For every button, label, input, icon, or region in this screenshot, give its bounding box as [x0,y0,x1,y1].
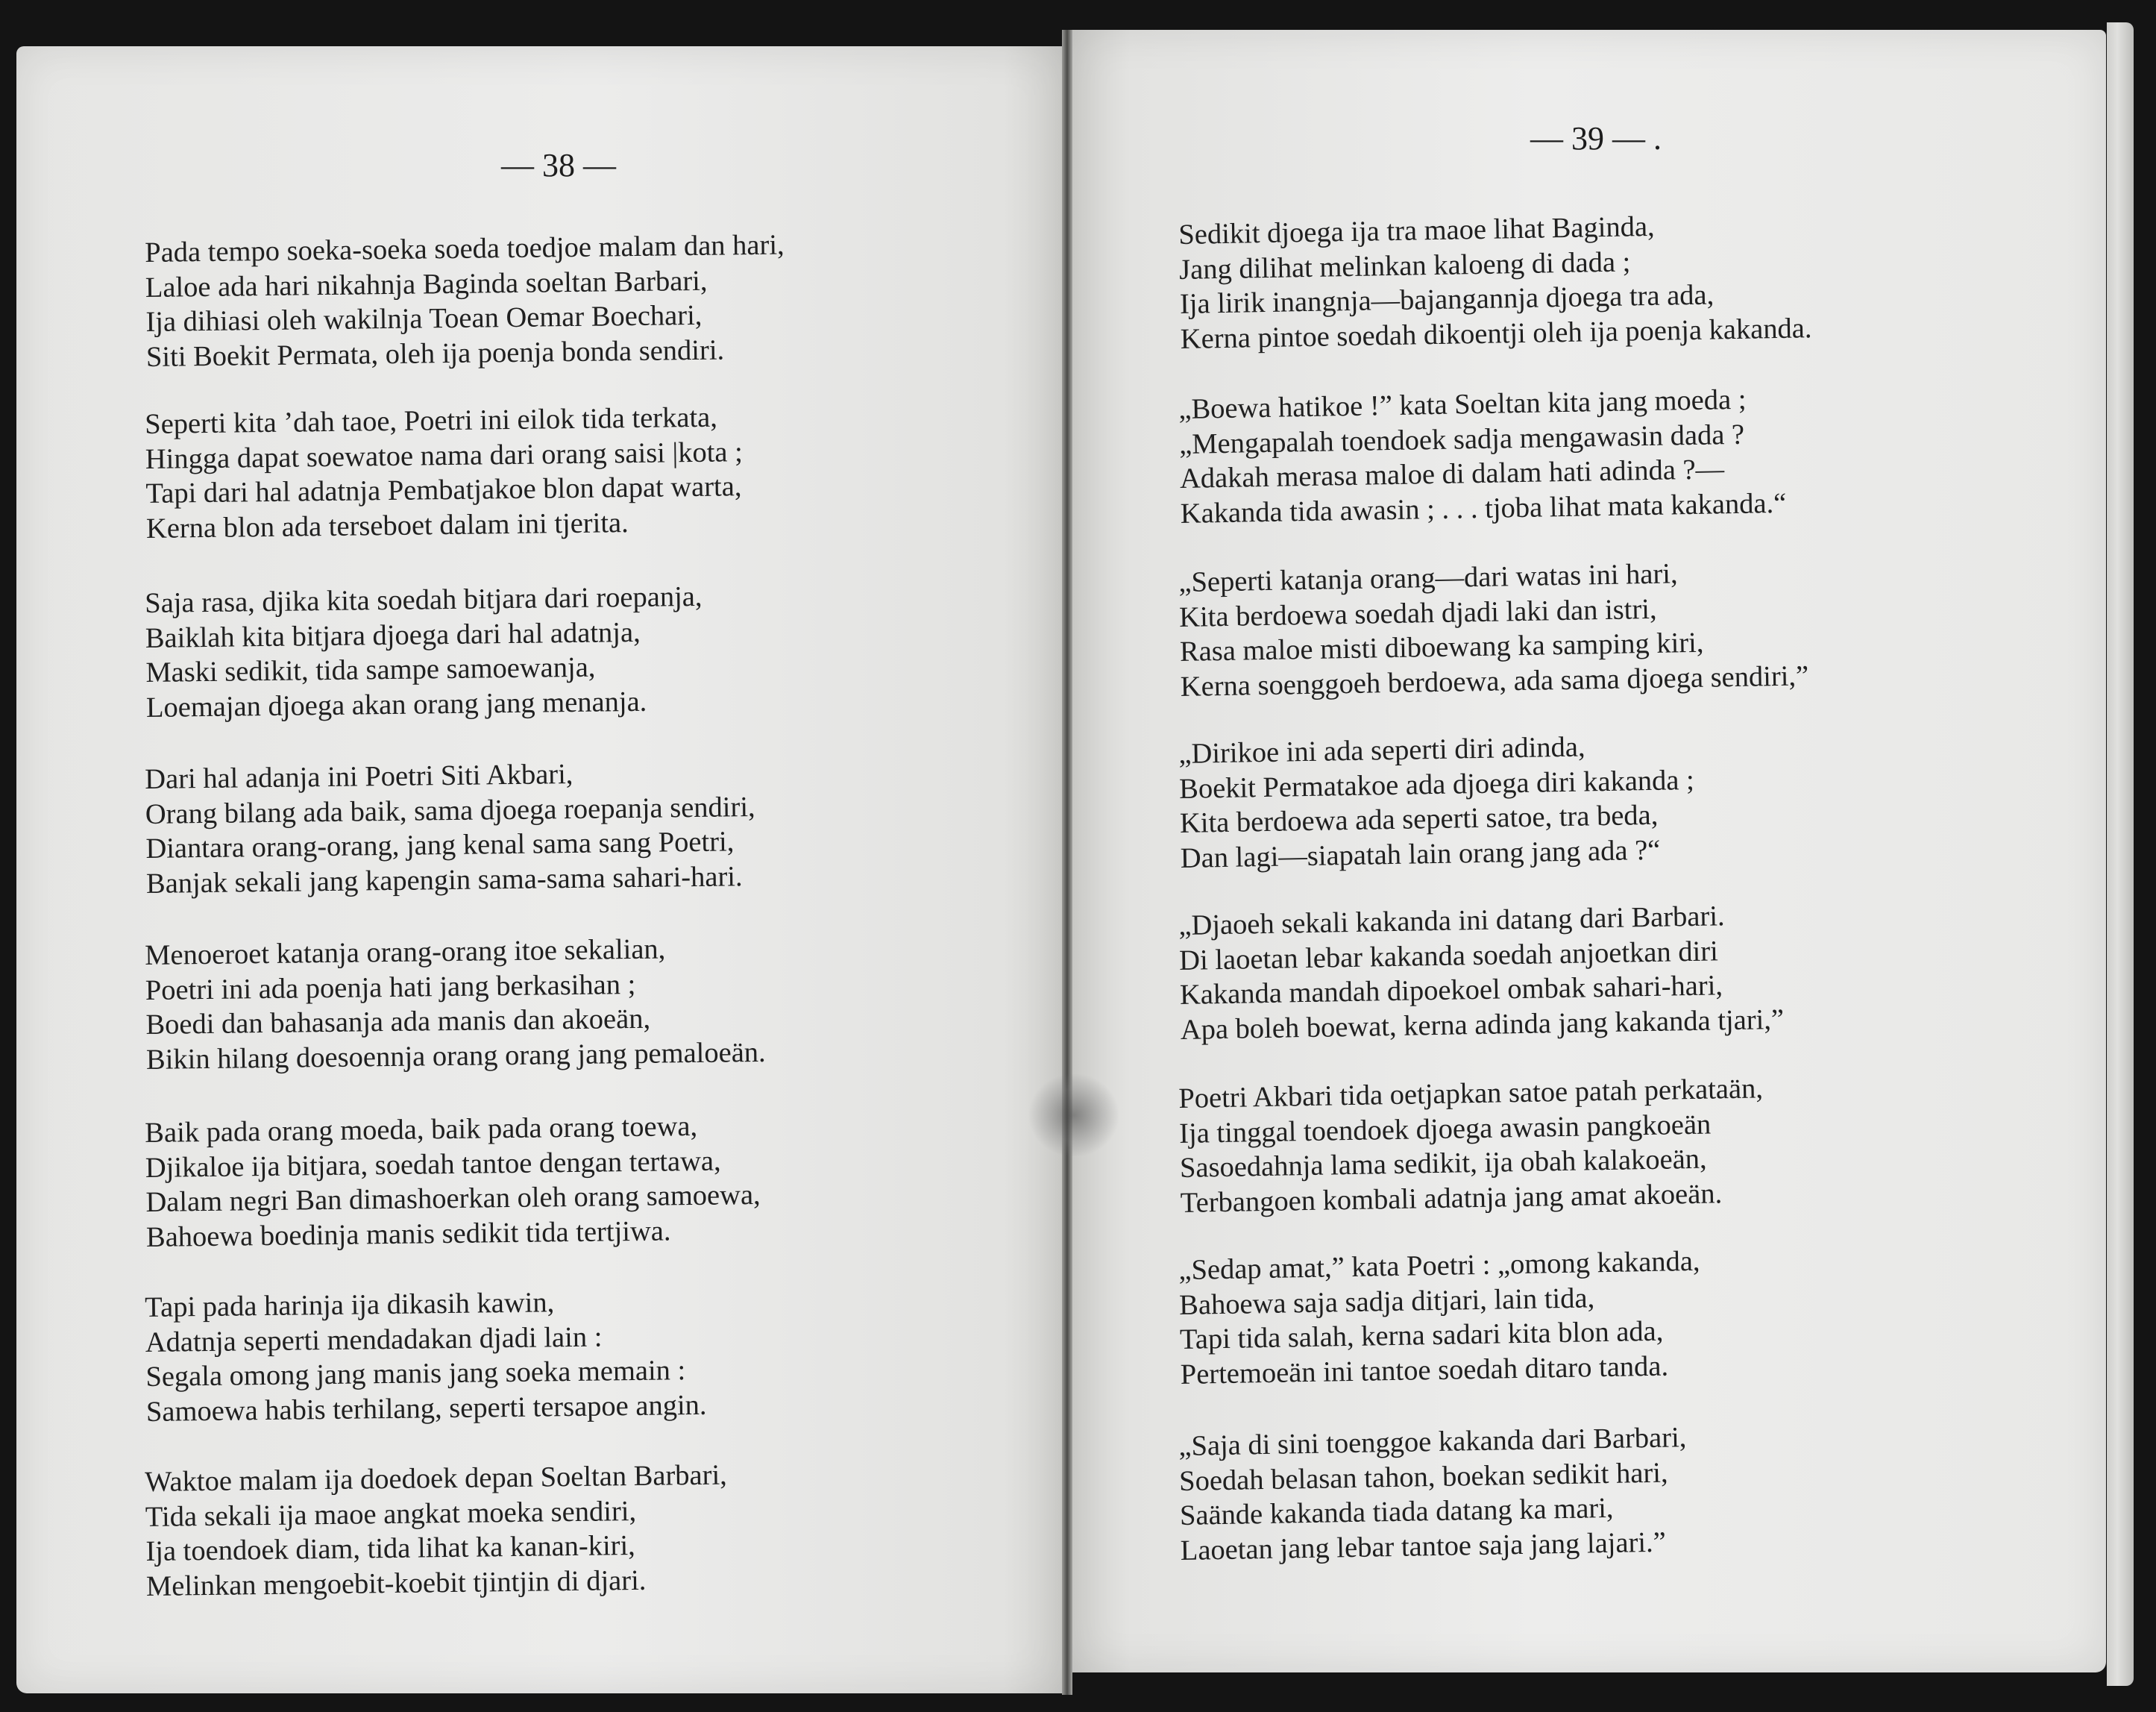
verse-line: Poetri Akbari tida oetjapkan satoe patah perkataän, [1178,1073,1764,1114]
verse-line: Boekit Permatakoe ada djoega diri kakanda ; [1178,764,1695,805]
verse-line: Terbangoen kombali adatnja jang amat akoeän. [1180,1177,1723,1219]
verse-line: Baik pada orang moeda, baik pada orang toewa, [145,1110,698,1149]
ink-blot [1029,1074,1119,1156]
verse-line: Apa boleh boewat, kerna adinda jang kakanda tjari,” [1180,1003,1785,1046]
verse-line: Sasoedahnja lama sedikit, ija obah kalakoeän, [1179,1143,1707,1184]
verse-line: Waktoe malam ija doedoek depan Soeltan Barbari, [145,1459,728,1498]
stanza [1178,554,1809,704]
verse-line: Tapi dari hal adatnja Pembatjakoe blon dapat warta, [145,471,742,509]
verse-line: Kakanda mandah dipoekoel ombak sahari-hari, [1179,970,1723,1011]
verse-line: „Boewa hatikoe !” kata Soeltan kita jang moeda ; [1178,383,1747,425]
verse-line: Tapi pada harinja ija dikasih kawin, [145,1287,555,1323]
verse-line: Dalam negri Ban dimashoerkan oleh orang samoewa, [145,1179,761,1218]
verse-line: Banjak sekali jang kapengin sama-sama sahari-hari. [145,860,743,900]
verse-line: „Mengapalah toendoek sadja mengawasin dada ? [1178,418,1745,460]
verse-line: Kerna blon ada terseboet dalam ini tjerita. [145,507,629,545]
stanza [145,1458,729,1604]
stanza [1178,728,1696,876]
verse-line: Tapi tida salah, kerna sadari kita blon ada, [1179,1315,1664,1355]
verse-line: Ija toendoek diam, tida lihat ka kanan-kiri, [145,1529,636,1567]
verse-line: Boedi dan bahasanja ada manis dan akoeän, [145,1003,651,1041]
verse-line: Segala omong jang manis jang soeka memain : [145,1355,686,1393]
verse-line: Saände kakanda tiada datang ka mari, [1179,1492,1614,1531]
verse-line: Jang dilihat melinkan kaloeng di dada ; [1178,245,1631,286]
verse-line: Pertemoeän ini tantoe soedah ditaro tanda. [1180,1350,1669,1390]
stanza [145,228,786,374]
verse-line: „Djaoeh sekali kakanda ini datang dari Barbari. [1178,900,1725,941]
verse-line: Kita berdoewa soedah djadi laki dan istri, [1178,593,1657,633]
verse-line: Rasa maloe misti diboewang ka samping kiri, [1179,627,1704,668]
verse-line: Kerna soenggoeh berdoewa, ada sama djoega sendiri,” [1180,659,1809,703]
verse-line: Kita berdoewa ada seperti satoe, tra beda, [1179,799,1659,839]
verse-line: Kakanda tida awasin ; . . . tjoba lihat mata kakanda.“ [1180,487,1787,530]
verse-line: Loemajan djoega akan orang jang menanja. [145,686,647,724]
stanza [1178,207,1812,357]
left-page [16,46,1066,1693]
stanza [1178,1244,1702,1392]
verse-line: Djikaloe ija bitjara, soedah tantoe dengan tertawa, [145,1145,721,1184]
verse-line: Seperti kita ’dah taoe, Poetri ini eilok tida terkata, [145,401,718,440]
stanza [145,400,744,546]
verse-line: Siti Boekit Permata, oleh ija poenja bonda sendiri. [145,334,725,373]
stanza [145,1109,761,1255]
verse-line: Saja rasa, djika kita soedah bitjara dari roepanja, [145,580,703,619]
stanza [145,931,766,1077]
stanza [145,580,703,725]
verse-line: Bahoewa saja sadja ditjari, lain tida, [1178,1282,1595,1321]
verse-line: Ija dihiasi oleh wakilnja Toean Oemar Boechari, [145,299,703,338]
verse-line: Ija tinggal toendoek djoega awasin pangkoeän [1178,1109,1712,1150]
verse-line: Adatnja seperti mendadakan djadi lain : [145,1321,603,1358]
verse-line: Kerna pintoe soedah dikoentji oleh ija poenja kakanda. [1180,312,1812,355]
verse-line: Dari hal adanja ini Poetri Siti Akbari, [145,758,573,795]
verse-line: Melinkan mengoebit-koebit tjintjin di djari. [145,1564,647,1602]
verse-line: „Sedap amat,” kata Poetri : „omong kakanda, [1178,1245,1700,1286]
verse-line: Laoetan jang lebar tantoe saja jang lajari.” [1180,1526,1667,1567]
verse-line: „Seperti katanja orang—dari watas ini hari, [1178,558,1678,598]
verse-line: „Saja di sini toenggoe kakanda dari Barbari, [1178,1422,1687,1462]
verse-line: Baiklah kita bitjara djoega dari hal adatnja, [145,616,641,654]
verse-line: Samoewa habis terhilang, seperti tersapoe angin. [145,1389,707,1428]
stanza [1178,1420,1688,1568]
verse-line: Soedah belasan tahon, boekan sedikit hari, [1178,1457,1668,1497]
stanza [1178,898,1784,1047]
page-stack-edge [2107,22,2134,1686]
verse-line: Adakah merasa maloe di dalam hati adinda ?— [1179,454,1725,495]
verse-line: Orang bilang ada baik, sama djoega roepanja sendiri, [145,791,755,830]
verse-line: Diantara orang-orang, jang kenal sama sang Poetri, [145,826,735,865]
right-page [1068,30,2106,1672]
verse-line: Bikin hilang doesoennja orang orang jang pemaloeän. [145,1036,766,1076]
stanza [1178,1071,1765,1220]
verse-line: Ija lirik inangnja—bajangannja djoega tra ada, [1179,279,1715,320]
verse-line: Di laoetan lebar kakanda soedah anjoetkan diri [1178,935,1719,976]
verse-line: Pada tempo soeka-soeka soeda toedjoe malam dan hari, [145,229,785,269]
verse-line: Sedikit djoega ija tra maoe lihat Baginda, [1178,210,1655,251]
stanza [1178,382,1787,531]
verse-line: Bahoewa boedinja manis sedikit tida tertjiwa. [145,1214,671,1253]
stanza [145,1284,707,1429]
verse-line: Laloe ada hari nikahnja Baginda soeltan Barbari, [145,265,708,304]
verse-line: „Dirikoe ini ada seperti diri adinda, [1178,731,1585,770]
stanza [145,755,756,901]
verse-line: Hingga dapat soewatoe nama dari orang saisi |kota ; [145,436,744,475]
verse-line: Tida sekali ija maoe angkat moeka sendiri, [145,1495,637,1533]
page-number-39: — 39 — . [1530,120,1662,157]
page-number-38: — 38 — [501,147,616,184]
verse-line: Maski sedikit, tida sampe samoewanja, [145,651,596,689]
verse-line: Menoeroet katanja orang-orang itoe sekalian, [145,933,666,971]
verse-line: Dan lagi—siapatah lain orang jang ada ?“ [1180,834,1661,874]
verse-line: Poetri ini ada poenja hati jang berkasihan ; [145,968,636,1006]
book-gutter [1062,30,1072,1695]
